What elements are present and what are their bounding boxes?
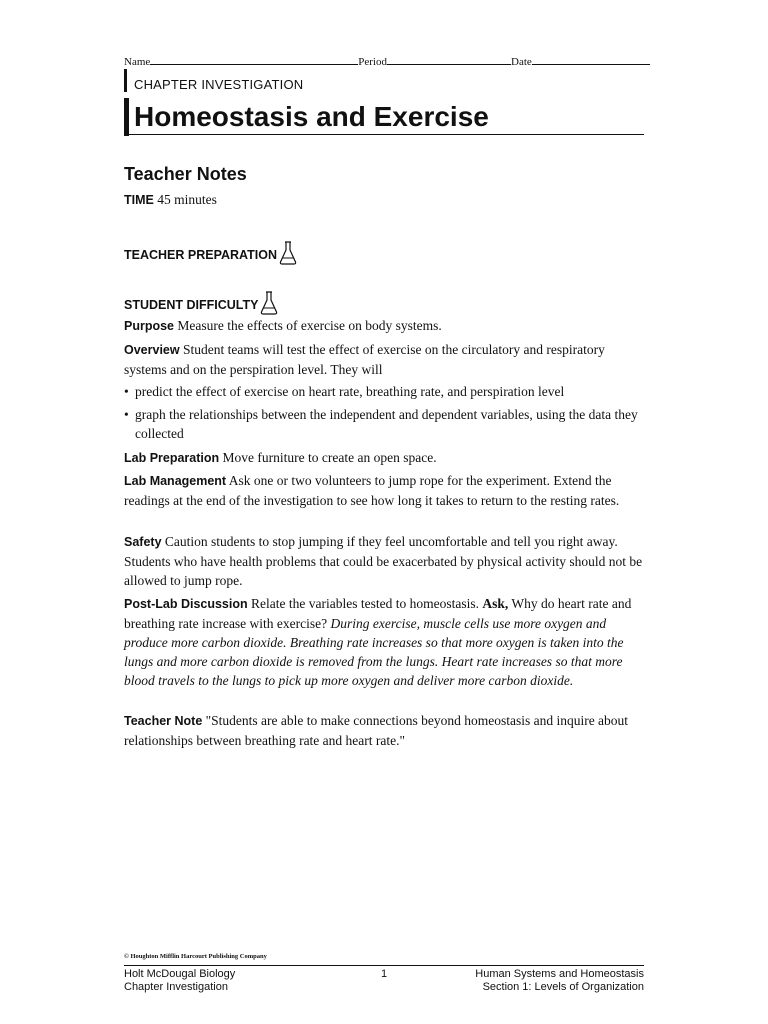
time-line: [124, 191, 217, 209]
lab-management-paragraph: [124, 471, 644, 510]
safety-paragraph: [124, 532, 644, 590]
list-item: [124, 405, 644, 443]
overview-text: Student teams will test the effect of exercise on the circulatory and respiratory systems and on the perspiration level. They will: [124, 342, 605, 377]
name-period-date-line: [124, 53, 644, 69]
safety-label: Safety: [124, 535, 162, 549]
time-label: TIME: [124, 193, 154, 207]
safety-text: Caution students to stop jumping if they feel uncomfortable and tell you right away. Students who have health problems that could be exacerbated by physical activity should not be allowed to jump rope.: [124, 534, 643, 588]
teacher-preparation-heading: [124, 241, 297, 265]
name-label: Name: [124, 56, 151, 68]
chapter-label: CHAPTER INVESTIGATION: [134, 77, 304, 92]
lab-preparation-label: Lab Preparation: [124, 451, 220, 465]
post-lab-discussion-paragraph: [124, 594, 644, 690]
title-rule: [129, 134, 644, 135]
list-item-text: graph the relationships between the independent and dependent variables, using the data they collected: [135, 407, 638, 441]
teacher-notes-heading: Teacher Notes: [124, 164, 247, 184]
page-title: Homeostasis and Exercise: [134, 101, 489, 132]
teacher-preparation-label: TEACHER PREPARATION: [124, 248, 278, 262]
student-difficulty-heading: [124, 291, 278, 315]
list-item: [124, 382, 644, 401]
footer-book-title: Holt McDougal Biology: [124, 968, 236, 980]
flask-icon: [260, 291, 278, 315]
footer-right: [475, 968, 644, 994]
footer-doc-type: Chapter Investigation: [124, 981, 228, 993]
teacher-note-paragraph: [124, 711, 644, 750]
overview-label: Overview: [124, 343, 180, 357]
page-number: 1: [381, 968, 388, 980]
purpose-text: Measure the effects of exercise on body systems.: [177, 318, 442, 333]
list-item-text: predict the effect of exercise on heart rate, breathing rate, and perspiration level: [135, 384, 565, 399]
flask-icon: [279, 241, 297, 265]
teacher-note-label: Teacher Note: [124, 714, 203, 728]
overview-paragraph: [124, 340, 644, 379]
period-label: Period: [358, 56, 387, 68]
time-value: 45 minutes: [157, 192, 217, 207]
teacher-note-text: "Students are able to make connections beyond homeostasis and inquire about relationships between breathing rate and heart rate.": [124, 713, 629, 748]
footer-left: [124, 968, 235, 994]
post-lab-text: Relate the variables tested to homeostasis.: [251, 596, 479, 611]
purpose-label: Purpose: [124, 319, 175, 333]
period-blank: [387, 53, 511, 65]
lab-management-text: Ask one or two volunteers to jump rope for the experiment. Extend the readings at the end of the investigation to see how long it takes to return to the resting rates.: [124, 473, 620, 508]
copyright-notice: © Houghton Mifflin Harcourt Publishing Company: [124, 953, 267, 960]
post-lab-label: Post-Lab Discussion: [124, 597, 248, 611]
date-blank: [532, 53, 650, 65]
bullet-icon: •: [124, 384, 129, 399]
title-bar: [124, 98, 129, 136]
name-blank: [150, 53, 358, 65]
post-lab-question: Why do heart rate and breathing rate increase with exercise?: [124, 596, 632, 631]
footer-rule: [124, 965, 644, 966]
lab-preparation-text: Move furniture to create an open space.: [222, 450, 437, 465]
lab-preparation-paragraph: [124, 448, 644, 468]
purpose-paragraph: [124, 316, 644, 336]
footer-section-title: Section 1: Levels of Organization: [482, 981, 644, 993]
date-label: Date: [511, 56, 532, 68]
chapter-bar: [124, 69, 127, 92]
footer-chapter-title: Human Systems and Homeostasis: [475, 968, 644, 980]
ask-label: Ask,: [482, 596, 509, 611]
student-difficulty-label: STUDENT DIFFICULTY: [124, 298, 259, 312]
post-lab-answer: During exercise, muscle cells use more oxygen and produce more carbon dioxide. Breathing rate increases so that more oxygen is taken into the lungs and more carbon dioxide is removed from the lungs. Heart rate increases so that more blood travels to the lungs to pick up more oxygen and deliver more carbon dioxide.: [124, 616, 624, 688]
bullet-icon: •: [124, 407, 129, 422]
lab-management-label: Lab Management: [124, 474, 227, 488]
